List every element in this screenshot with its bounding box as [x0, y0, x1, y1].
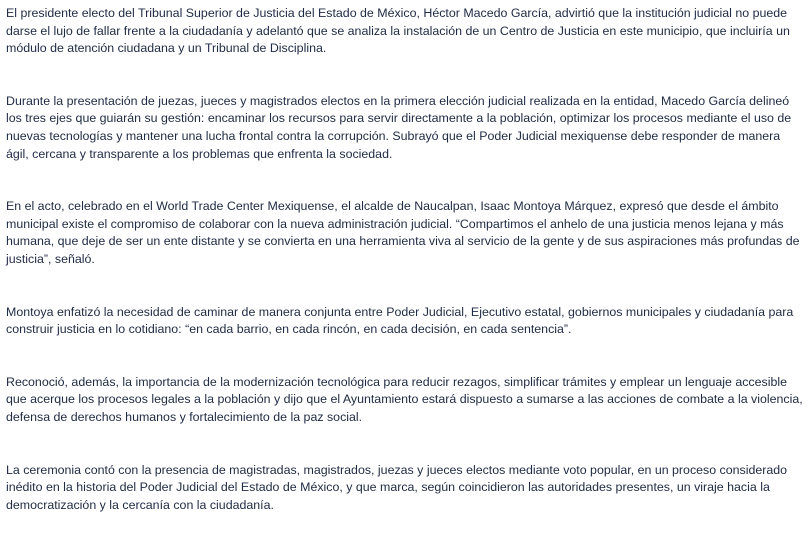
- article-paragraph-3: En el acto, celebrado en el World Trade Center Mexiquense, el alcalde de Naucalpan, Isaac Montoya Márquez, expresó que desde el ámbito municipal existe el compromiso de colaborar con la nueva administración judicial. “Compartimos el anhelo de una justicia menos lejana y más humana, que deje de ser un ente distante y se convierta en una herramienta viva al servicio de la gente y de sus aspiraciones más profundas de justicia”, señaló.: [6, 199, 800, 266]
- article-paragraph-1: El presidente electo del Tribunal Superior de Justicia del Estado de México, Héctor Macedo García, advirtió que la institución judicial no puede darse el lujo de fallar frente a la ciudadanía y adelantó que se analiza la instalación de un Centro de Justicia en este municipio, que incluiría un módulo de atención ciudadana y un Tribunal de Disciplina.: [6, 6, 790, 56]
- article-paragraph-2: Durante la presentación de juezas, jueces y magistrados electos en la primera elección judicial realizada en la entidad, Macedo García delineó los tres ejes que guiarán su gestión: encaminar los recursos para servir directamente a la población, optimizar los procesos mediante el uso de nuevas tecnologías y mantener una lucha frontal contra la corrupción. Subrayó que el Poder Judicial mexiquense debe responder de manera ágil, cercana y transparente a los problemas que enfrenta la sociedad.: [6, 93, 792, 161]
- article-paragraph-6: La ceremonia contó con la presencia de magistradas, magistrados, juezas y jueces electos mediante voto popular, en un proceso considerado inédito en la historia del Poder Judicial del Estado de México, y que marca, según coincidieron las autoridades presentes, un viraje hacia la democratización y la cercanía con la ciudadanía.: [6, 462, 788, 512]
- article-paragraph-5: Reconoció, además, la importancia de la modernización tecnológica para reducir rezagos, simplificar trámites y emplear un lenguaje accesible que acerque los procesos legales a la población y dijo que el Ayuntamiento estará dispuesto a sumarse a las acciones de combate a la violencia, defensa de derechos humanos y fortalecimiento de la paz social.: [6, 374, 803, 424]
- article-paragraph-4: Montoya enfatizó la necesidad de caminar de manera conjunta entre Poder Judicial, Ejecutivo estatal, gobiernos municipales y ciudadanía para construir justicia en lo cotidiano: “en cada barrio, en cada rincón, en cada decisión, en cada sentencia”.: [6, 304, 794, 337]
